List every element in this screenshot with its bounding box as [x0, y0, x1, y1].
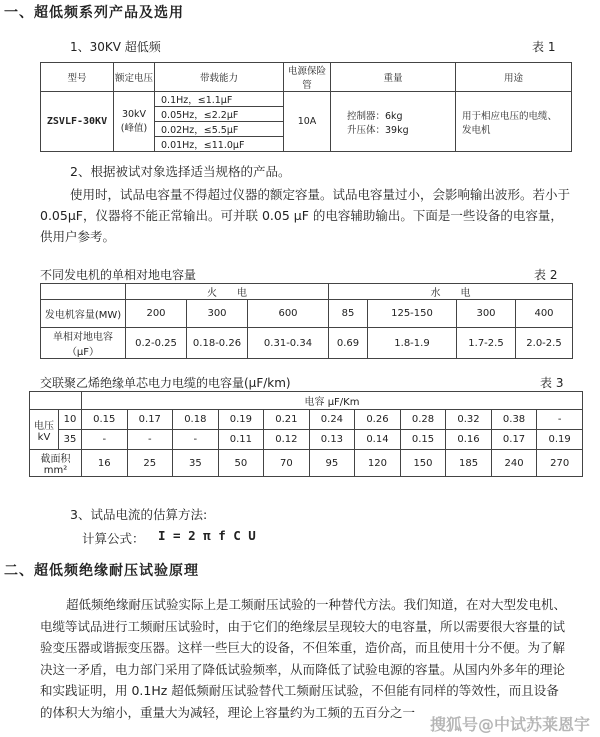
- cell-10kv: 0.17: [127, 410, 173, 430]
- row-capacity-label: 发电机容量(MW): [41, 300, 126, 328]
- load-row: 0.01Hz，≤11.0μF: [155, 137, 284, 152]
- voltage-line1: 30kV: [121, 109, 147, 120]
- row-capacitance-label: 单相对地电容（μF）: [41, 328, 126, 359]
- item3-title: 3、试品电流的估算方法:: [70, 507, 208, 522]
- load-row: 0.02Hz，≤5.5μF: [155, 122, 284, 137]
- cell-35kv: 0.13: [309, 430, 355, 450]
- cell-35kv: -: [82, 430, 128, 450]
- voltage-line2: (峰值): [120, 123, 148, 134]
- table2-label: 表 2: [534, 268, 558, 282]
- table3-caption: 交联聚乙烯绝缘单芯电力电缆的电容量(μF/km): [40, 376, 291, 390]
- table1-label: 表 1: [532, 40, 556, 54]
- generator-table: [40, 283, 573, 359]
- header-weight: 重量: [331, 63, 456, 92]
- corner-cell: [41, 284, 126, 300]
- cell-35kv: -: [127, 430, 173, 450]
- model-cell: ZSVLF-30KV: [41, 92, 114, 152]
- cell-35kv: 0.17: [491, 430, 537, 450]
- item2-paragraph: 使用时，试品电容量不得超过仪器的额定容量。试品电容量过小，会影响输出波形。若小于 0.05μF，仪器将不能正常输出。可并联 0.05 μF 的电容辅助输出。下面是一些设备的电容量，供用户参考。: [40, 187, 571, 244]
- item2-title: 2、根据被试对象选择适当规格的产品。: [70, 164, 291, 179]
- cell-35kv: 0.11: [218, 430, 264, 450]
- product-table: [40, 62, 572, 152]
- cell-10kv: 0.24: [309, 410, 355, 430]
- group-thermal: 火 电: [126, 284, 329, 300]
- principle-paragraph: 超低频绝缘耐压试验实际上是工频耐压试验的一种替代方法。我们知道，在对大型发电机、电缆等试品进行工频耐压试验时，由于它们的绝缘层呈现较大的电容量，所以需要很大容量的试验变压器或谐振变压器。这样一些巨大的设备，不但笨重，造价高，而且使用十分不便。为了解决这一矛盾，电力部门采用了降低试验频率，从而降低了试验电源的容量。从国内外多年的理论和实践证明，用 0.1Hz 超低频耐压试验替代工频耐压试验，不但能有同样的等效性，而且设备的体积大为缩小，重量大为减轻，理论上容量约为工频的五百分之一: [40, 597, 567, 720]
- cell-35kv: 0.14: [355, 430, 401, 450]
- usage-cell: 用于相应电压的电缆、发电机: [456, 92, 572, 152]
- watermark: 搜狐号@中试苏莱恩宇: [429, 715, 590, 734]
- cell-35kv: 0.15: [400, 430, 446, 450]
- capacitance-cell: 0.18-0.26: [187, 328, 248, 359]
- cell-10kv: 0.28: [400, 410, 446, 430]
- capacitance-cell: 2.0-2.5: [516, 328, 573, 359]
- voltage-cell: [114, 92, 155, 152]
- weight-cell: [331, 92, 456, 152]
- cell-10kv: 0.15: [82, 410, 128, 430]
- capacity-cell: 125-150: [368, 300, 457, 328]
- cell-35kv: 0.16: [446, 430, 492, 450]
- section-cell: 70: [264, 450, 310, 477]
- capacitance-cell: 1.7-2.5: [457, 328, 516, 359]
- capacity-cell: 400: [516, 300, 573, 328]
- section-cell: 50: [218, 450, 264, 477]
- formula-label: 计算公式：: [82, 531, 145, 546]
- item1-title: 1、30KV 超低频: [70, 40, 161, 54]
- load-row: 0.05Hz，≤2.2μF: [155, 107, 284, 122]
- table2-caption: 不同发电机的单相对地电容量: [40, 268, 197, 282]
- capacitance-cell: 0.2-0.25: [126, 328, 187, 359]
- section2-title: 二、超低频绝缘耐压试验原理: [4, 563, 199, 579]
- capacitance-cell: 1.8-1.9: [368, 328, 457, 359]
- section-label: 截面积 mm²: [30, 450, 82, 477]
- cell-10kv: 0.21: [264, 410, 310, 430]
- corner-cell: [30, 392, 82, 410]
- section-cell: 16: [82, 450, 128, 477]
- formula: I = 2 π f C U: [158, 528, 256, 543]
- weight-line1: 控制器：6kg: [347, 110, 403, 122]
- cell-10kv: 0.18: [173, 410, 219, 430]
- cell-35kv: 0.19: [537, 430, 583, 450]
- cell-35kv: -: [173, 430, 219, 450]
- capacity-cell: 85: [329, 300, 368, 328]
- capacity-cell: 600: [248, 300, 329, 328]
- capacity-cell: 300: [187, 300, 248, 328]
- header-voltage: 额定电压: [114, 63, 155, 92]
- cell-10kv: 0.32: [446, 410, 492, 430]
- cell-10kv: 0.19: [218, 410, 264, 430]
- weight-line2: 升压体：39kg: [347, 124, 409, 136]
- capacitance-cell: 0.69: [329, 328, 368, 359]
- cell-35kv: 0.12: [264, 430, 310, 450]
- voltage-35: 35: [59, 430, 82, 450]
- section-cell: 35: [173, 450, 219, 477]
- capacitance-cell: 0.31-0.34: [248, 328, 329, 359]
- header-usage: 用途: [456, 63, 572, 92]
- capacity-cell: 200: [126, 300, 187, 328]
- section-cell: 120: [355, 450, 401, 477]
- fuse-cell: 10A: [284, 92, 331, 152]
- load-row: 0.1Hz，≤1.1μF: [155, 92, 284, 107]
- section-cell: 185: [446, 450, 492, 477]
- header-load: 带载能力: [155, 63, 284, 92]
- section-cell: 95: [309, 450, 355, 477]
- section-cell: 150: [400, 450, 446, 477]
- section-title: 一、超低频系列产品及选用: [4, 5, 184, 21]
- header-fuse: 电源保险管: [284, 63, 331, 92]
- section-cell: 25: [127, 450, 173, 477]
- capacity-cell: 300: [457, 300, 516, 328]
- section-cell: 270: [537, 450, 583, 477]
- cell-10kv: 0.26: [355, 410, 401, 430]
- voltage-10: 10: [59, 410, 82, 430]
- group-hydro: 水 电: [329, 284, 573, 300]
- table3-label: 表 3: [540, 376, 564, 390]
- capacitance-header: 电容 μF/Km: [82, 392, 583, 410]
- voltage-label: 电压 kV: [30, 410, 59, 450]
- cable-table: [29, 391, 583, 477]
- header-model: 型号: [41, 63, 114, 92]
- cell-10kv: -: [537, 410, 583, 430]
- cell-10kv: 0.38: [491, 410, 537, 430]
- section-cell: 240: [491, 450, 537, 477]
